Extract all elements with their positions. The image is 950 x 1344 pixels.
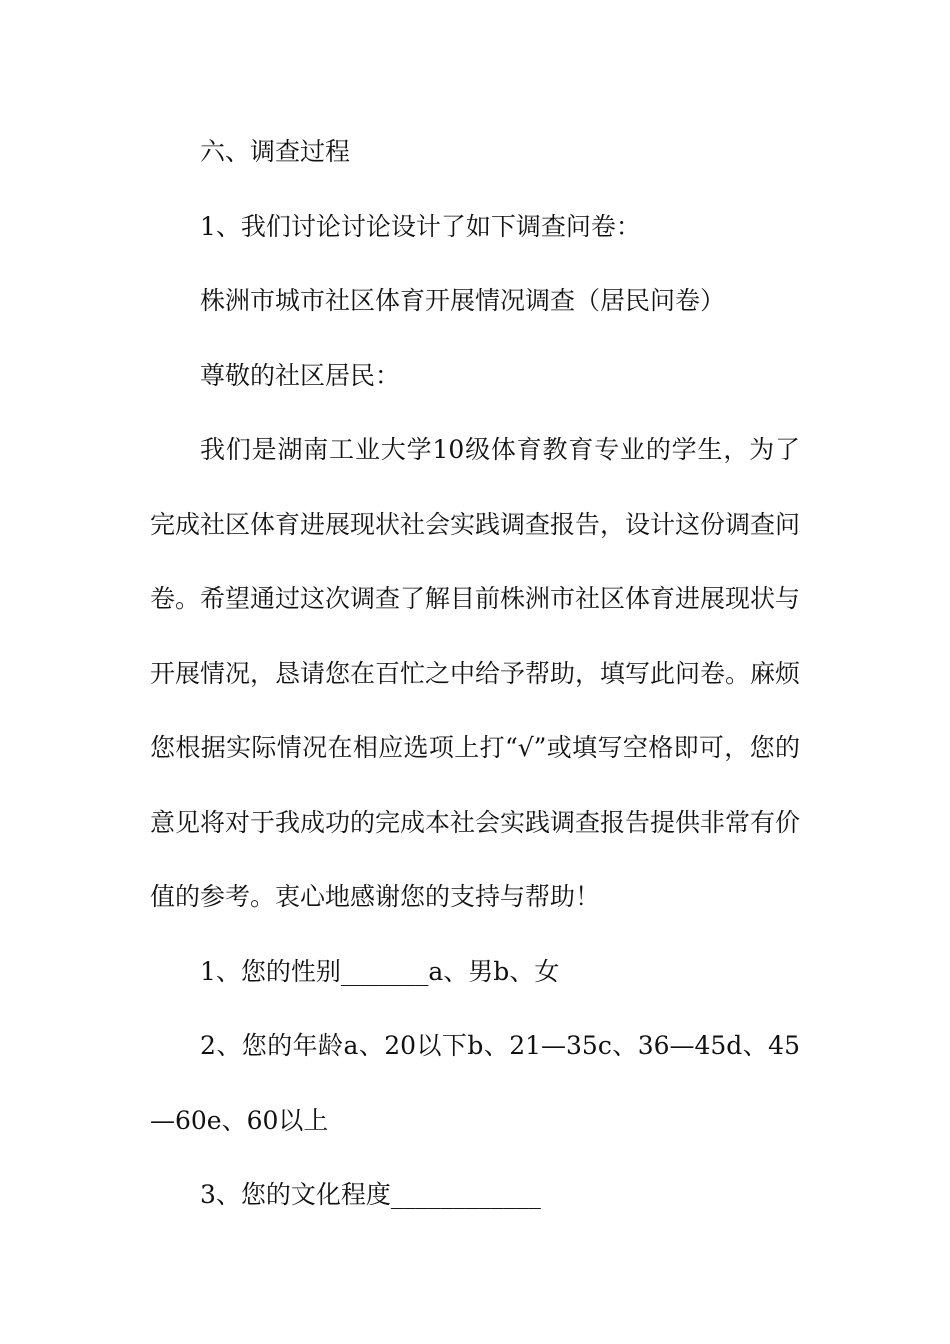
intro-paragraph: 我们是湖南工业大学10级体育教育专业的学生，为了完成社区体育进展现状社会实践调查报告，设计这份调查问卷。希望通过这次调查了解目前株洲市社区体育进展现状与开展情况，恳请您在百忙之中给予帮助，填写此问卷。麻烦您根据实际情况在相应选项上打“√”或填写空格即可，您的意见将对于我成功的完成本社会实践调查报告提供非常有价值的参考。衷心地感谢您的支持与帮助！ [150,435,801,911]
question-education: 3、您的文化程度____________ [200,1180,541,1209]
survey-title: 株洲市城市社区体育开展情况调查（居民问卷） [200,286,726,315]
step-1-text: 1、我们讨论讨论设计了如下调查问卷： [200,211,641,241]
section-heading: 六、调查过程 [200,137,351,166]
salutation: 尊敬的社区居民： [200,360,401,390]
question-gender: 1、您的性别_______a、男b、女 [200,956,560,986]
document-body [150,115,800,1233]
question-age: 2、您的年龄a、20以下b、21—35c、36—45d、45—60e、60以上 [150,1031,800,1135]
